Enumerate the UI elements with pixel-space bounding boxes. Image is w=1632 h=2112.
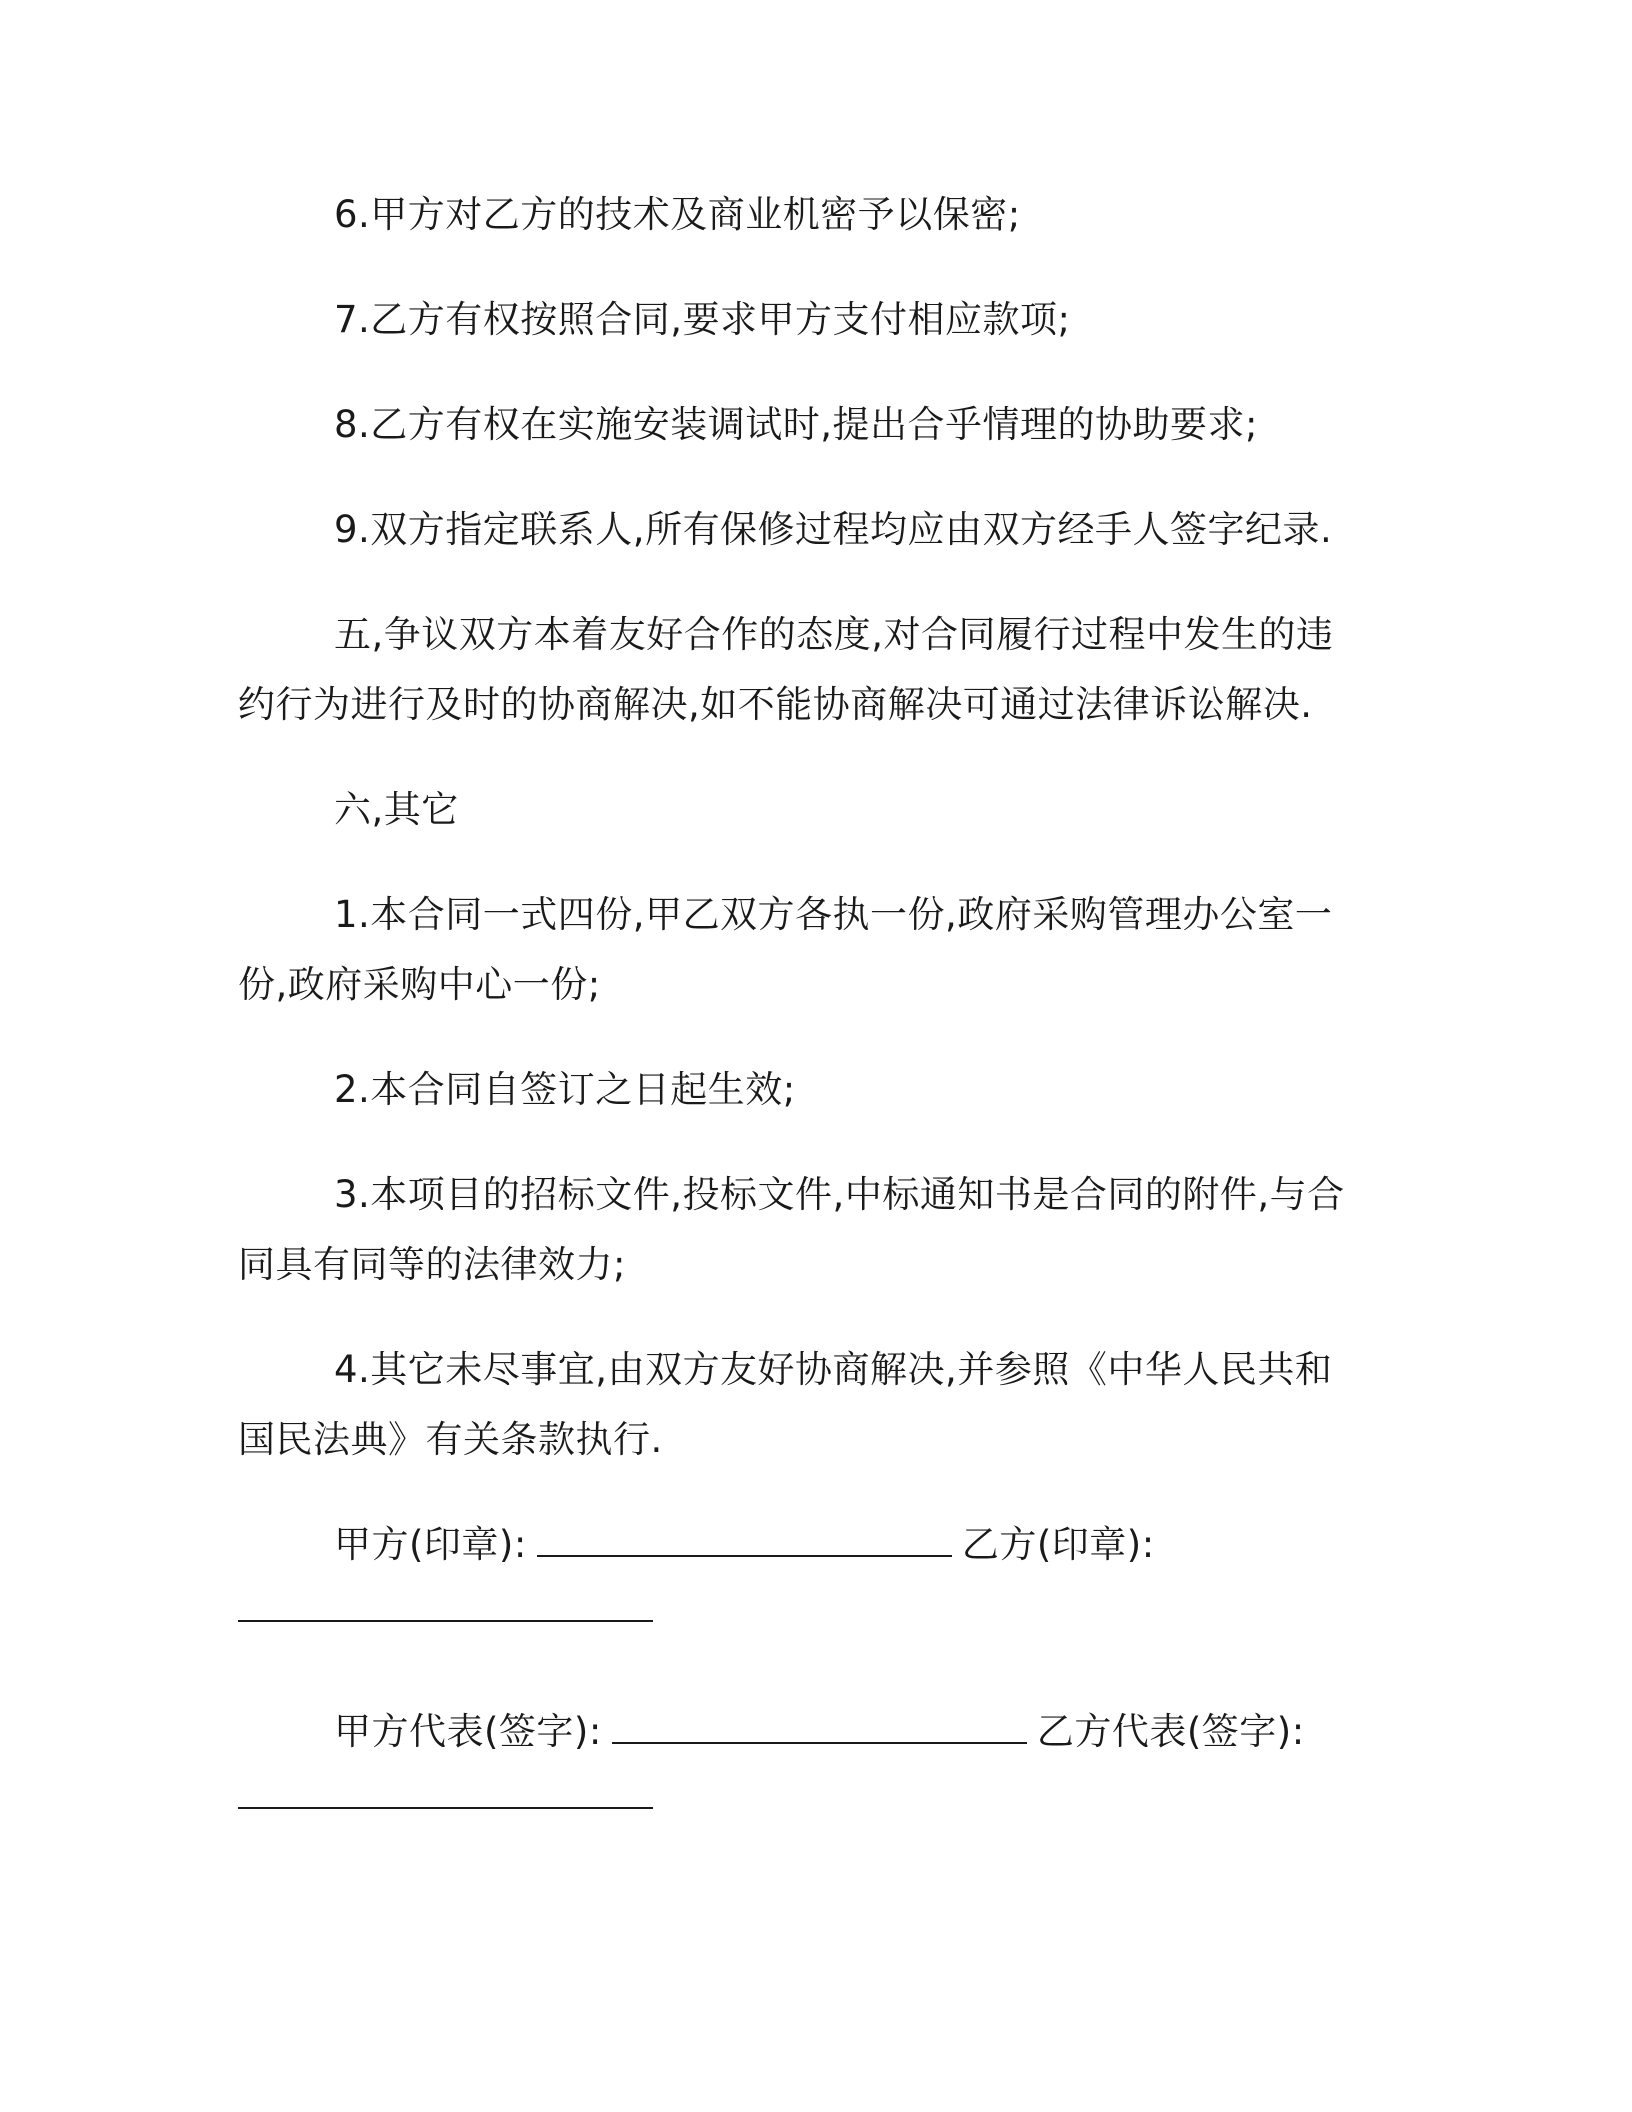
document-body [238, 180, 1368, 1884]
representative-line [238, 1697, 1368, 1767]
party-a-seal-label: 甲方(印章): [334, 1523, 527, 1566]
party-b-seal-label: 乙方(印章): [961, 1523, 1155, 1566]
clause-item-9: 9.双方指定联系人,所有保修过程均应由双方经手人签字纪录. [334, 508, 1333, 551]
other-item-1: 1.本合同一式四份,甲乙双方各执一份,政府采购管理办公室一份,政府采购中心一份; [238, 893, 1333, 1006]
party-a-rep-blank[interactable] [612, 1712, 1027, 1744]
other-item-3: 3.本项目的招标文件,投标文件,中标通知书是合同的附件,与合同具有同等的法律效力; [238, 1173, 1345, 1286]
clause-item-7: 7.乙方有权按照合同,要求甲方支付相应款项; [334, 298, 1071, 341]
clause-item-8: 8.乙方有权在实施安装调试时,提出合乎情理的协助要求; [334, 403, 1259, 446]
section-dispute: 五,争议双方本着友好合作的态度,对合同履行过程中发生的违约行为进行及时的协商解决,如不能协商解决可通过法律诉讼解决. [238, 613, 1334, 726]
seal-line [238, 1510, 1368, 1580]
clause-item-6: 6.甲方对乙方的技术及商业机密予以保密; [334, 193, 1021, 236]
section-other-heading: 六,其它 [334, 788, 459, 831]
party-a-seal-blank[interactable] [537, 1525, 952, 1557]
party-b-rep-blank[interactable] [238, 1767, 653, 1809]
other-item-2: 2.本合同自签订之日起生效; [334, 1068, 796, 1111]
party-b-seal-blank[interactable] [238, 1580, 653, 1622]
party-a-rep-label: 甲方代表(签字): [334, 1710, 602, 1753]
other-item-4: 4.其它未尽事宜,由双方友好协商解决,并参照《中华人民共和国民法典》有关条款执行. [238, 1348, 1333, 1461]
party-b-rep-label: 乙方代表(签字): [1036, 1710, 1305, 1753]
